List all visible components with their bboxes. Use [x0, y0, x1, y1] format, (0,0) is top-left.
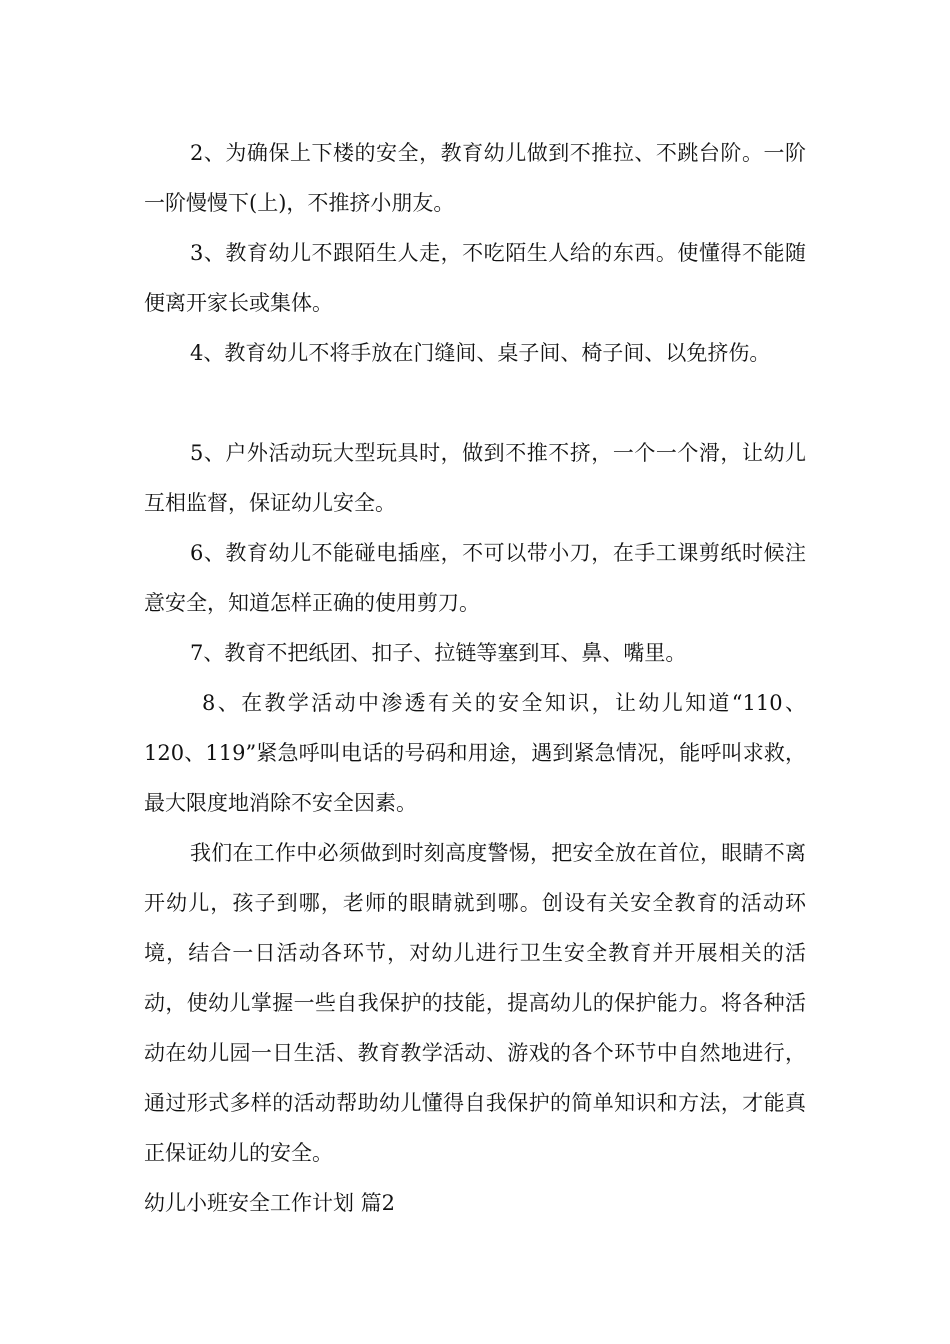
paragraph-item-5: 5、户外活动玩大型玩具时，做到不推不挤，一个一个滑，让幼儿互相监督，保证幼儿安全。: [144, 441, 806, 515]
paragraph-item-2: 2、为确保上下楼的安全，教育幼儿做到不推拉、不跳台阶。一阶一阶慢慢下(上)，不推挤小朋友。: [144, 141, 806, 215]
paragraph-item-8: 8、在教学活动中渗透有关的安全知识，让幼儿知道“110、120、119”紧急呼叫电话的号码和用途，遇到紧急情况，能呼叫求救，最大限度地消除不安全因素。: [144, 691, 806, 815]
paragraph-item-6: 6、教育幼儿不能碰电插座，不可以带小刀，在手工课剪纸时候注意安全，知道怎样正确的使用剪刀。: [144, 541, 806, 615]
paragraph-item-7: 7、教育不把纸团、扣子、拉链等塞到耳、鼻、嘴里。: [190, 641, 687, 665]
section-heading: 幼儿小班安全工作计划 篇2: [144, 1191, 396, 1215]
paragraph-item-4: 4、教育幼儿不将手放在门缝间、桌子间、椅子间、以免挤伤。: [190, 341, 771, 365]
paragraph-summary: 我们在工作中必须做到时刻高度警惕，把安全放在首位，眼睛不离开幼儿，孩子到哪，老师的眼睛就到哪。创设有关安全教育的活动环境，结合一日活动各环节，对幼儿进行卫生安全教育并开展相关的活动，使幼儿掌握一些自我保护的技能，提高幼儿的保护能力。将各种活动在幼儿园一日生活、教育教学活动、游戏的各个环节中自然地进行，通过形式多样的活动帮助幼儿懂得自我保护的简单知识和方法，才能真正保证幼儿的安全。: [144, 841, 806, 1165]
document-body: [144, 128, 806, 1228]
paragraph-item-3: 3、教育幼儿不跟陌生人走，不吃陌生人给的东西。使懂得不能随便离开家长或集体。: [144, 241, 806, 315]
